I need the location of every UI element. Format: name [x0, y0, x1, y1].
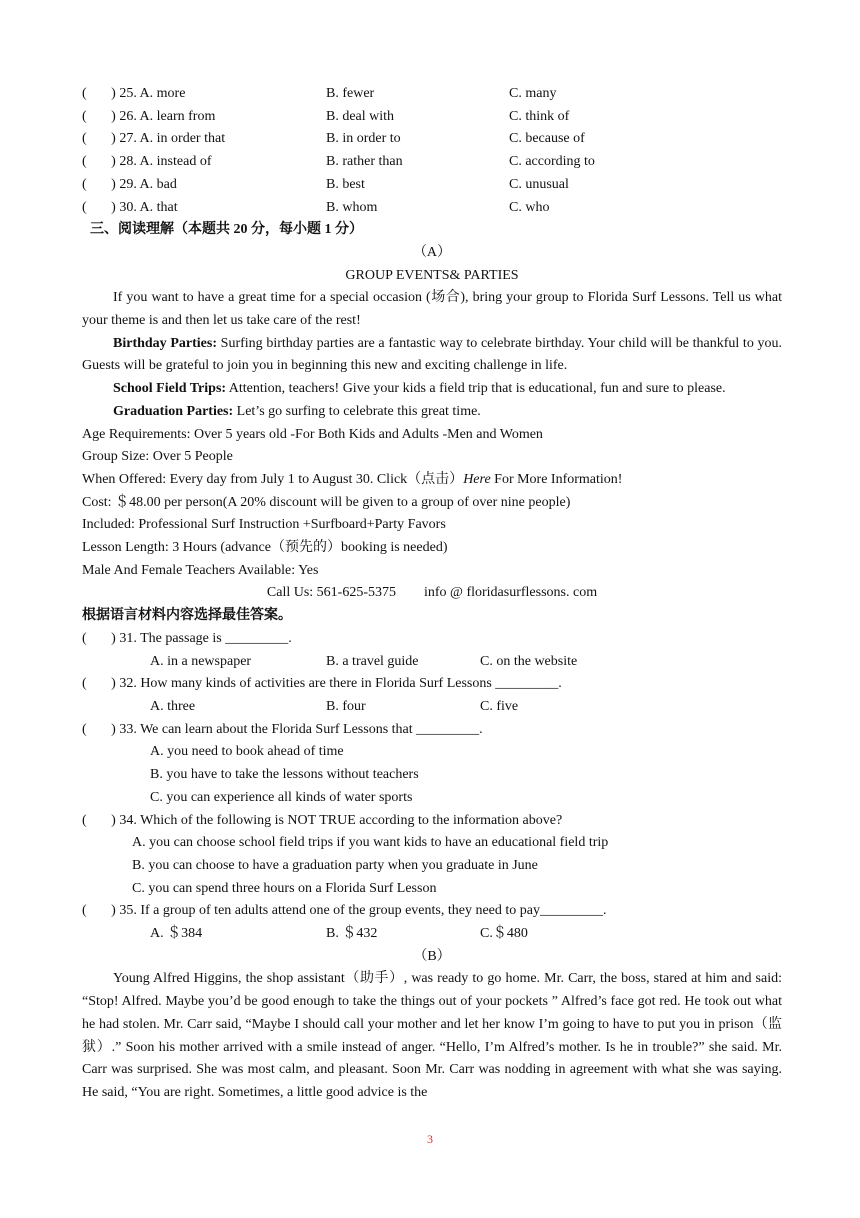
graduation-paragraph	[82, 401, 782, 424]
option-c: C. on the website	[480, 653, 578, 669]
question-33-option-c: C. you can experience all kinds of water sports	[150, 789, 413, 805]
question-35: ( ) 35. If a group of ten adults attend one of the group events, they need to pay_________.	[82, 903, 607, 919]
option-c: C.＄480	[480, 926, 528, 942]
section-heading: 三、阅读理解（本题共 20 分，每小题 1 分）	[90, 222, 363, 238]
question-34-option-c: C. you can spend three hours on a Florida Surf Lesson	[132, 880, 437, 896]
passage-a-label: （A）	[412, 244, 452, 260]
option-b: B. rather than	[326, 154, 403, 170]
cloze-options	[82, 83, 782, 219]
option-a: ( ) 25. A. more	[82, 86, 186, 101]
option-a: A. in a newspaper	[150, 653, 252, 669]
included: Included: Professional Surf Instruction +Surfboard+Party Favors	[82, 517, 446, 533]
option-c: C. according to	[509, 154, 595, 170]
option-a: A. three	[150, 698, 196, 714]
option-a: ( ) 28. A. instead of	[82, 154, 212, 170]
cloze-option-row	[82, 174, 782, 197]
option-a: ( ) 26. A. learn from	[82, 108, 216, 124]
question-32: ( ) 32. How many kinds of activities are there in Florida Surf Lessons _________.	[82, 676, 562, 692]
question-34: ( ) 34. Which of the following is NOT TRUE according to the information above?	[82, 812, 563, 828]
option-b: B. fewer	[326, 86, 375, 101]
cloze-option-row	[82, 83, 782, 106]
question-35-options	[82, 923, 782, 946]
when-offered-post: For More Information!	[490, 471, 623, 487]
option-c: C. five	[480, 698, 519, 714]
option-c: C. many	[509, 86, 557, 101]
birthday-text: Surfing birthday parties are a fantastic way to celebrate birthday. Your child will be thankful to you. Guests will be grateful to join you in beginning this new and exciting challenge in life.	[82, 335, 782, 374]
option-b: B. in order to	[326, 131, 401, 147]
option-b: B. four	[326, 698, 366, 714]
school-label: School Field Trips:	[113, 381, 227, 397]
email: info @ floridasurflessons. com	[424, 585, 598, 601]
question-33-option-a: A. you need to book ahead of time	[150, 744, 344, 760]
option-a: ( ) 27. A. in order that	[82, 131, 226, 147]
option-b: B. deal with	[326, 108, 395, 124]
phone: Call Us: 561-625-5375	[266, 585, 396, 601]
school-text: Attention, teachers! Give your kids a field trip that is educational, fun and sure to please.	[226, 381, 726, 397]
question-32-options	[82, 696, 782, 719]
cost: Cost: ＄48.00 per person(A 20% discount will be given to a group of over nine people)	[82, 494, 571, 510]
passage-a-intro: If you want to have a great time for a special occasion (场合), bring your group to Florida Surf Lessons. Tell us what your theme is and then let us take care of the rest!	[82, 290, 782, 329]
option-b: B. ＄432	[326, 926, 378, 942]
question-33-option-b: B. you have to take the lessons without teachers	[150, 767, 419, 783]
question-34-option-b: B. you can choose to have a graduation party when you graduate in June	[132, 857, 538, 873]
cloze-option-row	[82, 151, 782, 174]
age-requirements: Age Requirements: Over 5 years old -For Both Kids and Adults -Men and Women	[82, 426, 543, 442]
option-c: C. think of	[509, 108, 570, 124]
graduation-text: Let’s go surfing to celebrate this great time.	[233, 403, 481, 419]
option-a: ( ) 30. A. that	[82, 199, 178, 215]
option-c: C. unusual	[509, 176, 569, 192]
birthday-paragraph	[82, 333, 782, 378]
question-31-options	[82, 651, 782, 674]
cloze-option-row	[82, 128, 782, 151]
passage-b-label: （B）	[413, 948, 451, 964]
teachers-available: Male And Female Teachers Available: Yes	[82, 562, 319, 578]
contact-line	[82, 582, 782, 605]
instructions: 根据语言材料内容选择最佳答案。	[82, 608, 292, 624]
question-34-option-a: A. you can choose school field trips if you want kids to have an educational field trip	[132, 835, 609, 851]
option-c: C. because of	[509, 131, 585, 147]
passage-a-title: GROUP EVENTS& PARTIES	[345, 267, 519, 283]
when-offered-text: When Offered: Every day from July 1 to August 30. Click（点击）	[82, 471, 464, 487]
here-link[interactable]: Here	[463, 471, 491, 487]
cloze-option-row	[82, 197, 782, 220]
page-number: 3	[427, 1132, 433, 1146]
graduation-label: Graduation Parties:	[113, 403, 234, 419]
option-c: C. who	[509, 199, 550, 215]
option-a: ( ) 29. A. bad	[82, 176, 177, 192]
question-31: ( ) 31. The passage is _________.	[82, 630, 292, 646]
option-a: A. ＄384	[150, 926, 203, 942]
exam-page	[82, 83, 782, 1105]
group-size: Group Size: Over 5 People	[82, 449, 233, 465]
question-33: ( ) 33. We can learn about the Florida Surf Lessons that _________.	[82, 721, 483, 737]
school-paragraph	[82, 378, 782, 401]
birthday-label: Birthday Parties:	[113, 335, 217, 351]
option-b: B. a travel guide	[326, 653, 419, 669]
when-offered	[82, 469, 782, 492]
option-b: B. best	[326, 176, 365, 192]
cloze-option-row	[82, 106, 782, 129]
option-b: B. whom	[326, 199, 378, 215]
passage-b-text: Young Alfred Higgins, the shop assistant（助手）, was ready to go home. Mr. Carr, the boss, stared at him and said: “Stop! Alfred. Maybe you’d be good enough to take the things out of your pockets ” Alfred’s face got red. He took out what he had stolen. Mr. Carr said, “Maybe I should call your mother and let her know I’m going to have to put you in prison（监狱）.” Soon his mother arrived with a smile instead of anger. “Hello, I’m Alfred’s mother. Is he in trouble?” she said. Mr. Carr was surprised. She was most calm, and pleasant. Soon Mr. Carr was nodding in agreement with what she was saying. He said, “You are right. Sometimes, a little good advice is the	[82, 971, 782, 1100]
lesson-length: Lesson Length: 3 Hours (advance（预先的）booking is needed)	[82, 540, 448, 556]
